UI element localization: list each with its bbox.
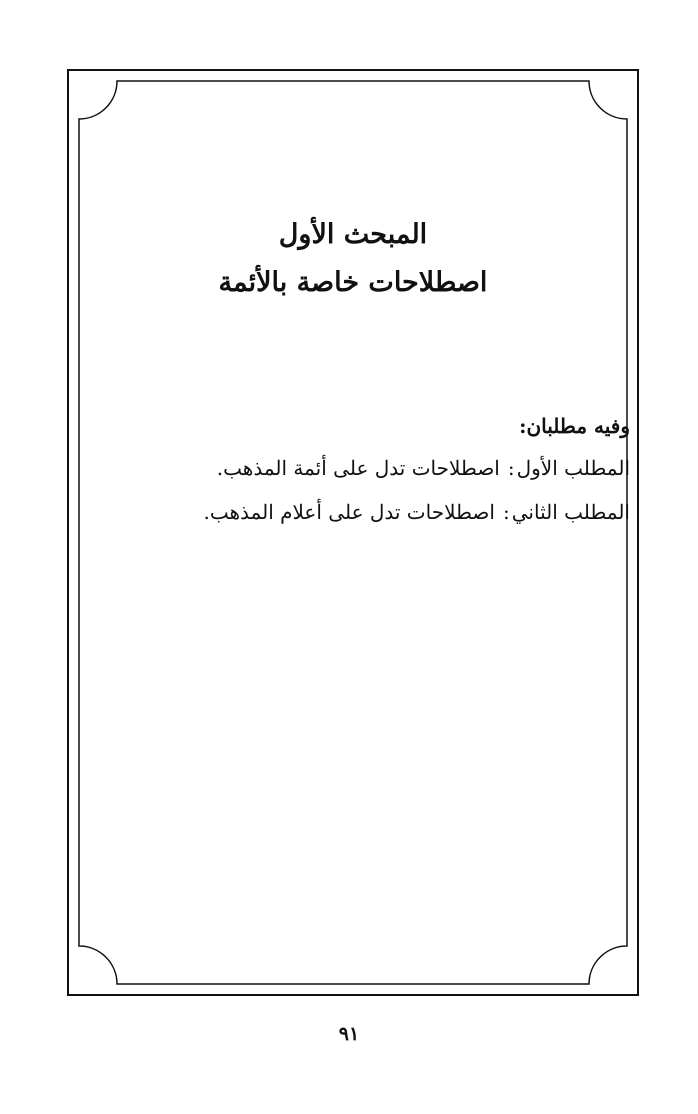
list-item [110,454,630,482]
item-label: المطلب الأول [516,456,630,480]
list-item [110,498,630,526]
section-title: اصطلاحات خاصة بالأئمة [218,267,488,298]
outer-border [68,70,638,995]
page-number: ٩١ [338,1023,360,1045]
item-separator: : [502,500,510,524]
section-heading: المبحث الأول [278,219,428,250]
item-separator: : [507,456,515,480]
intro-text: وفيه مطلبان: [519,414,630,438]
item-text: اصطلاحات تدل على أعلام المذهب. [203,500,495,524]
item-text: اصطلاحات تدل على أئمة المذهب. [216,456,500,480]
item-label: المطلب الثاني [511,500,630,524]
inner-border-ornament [79,81,627,984]
